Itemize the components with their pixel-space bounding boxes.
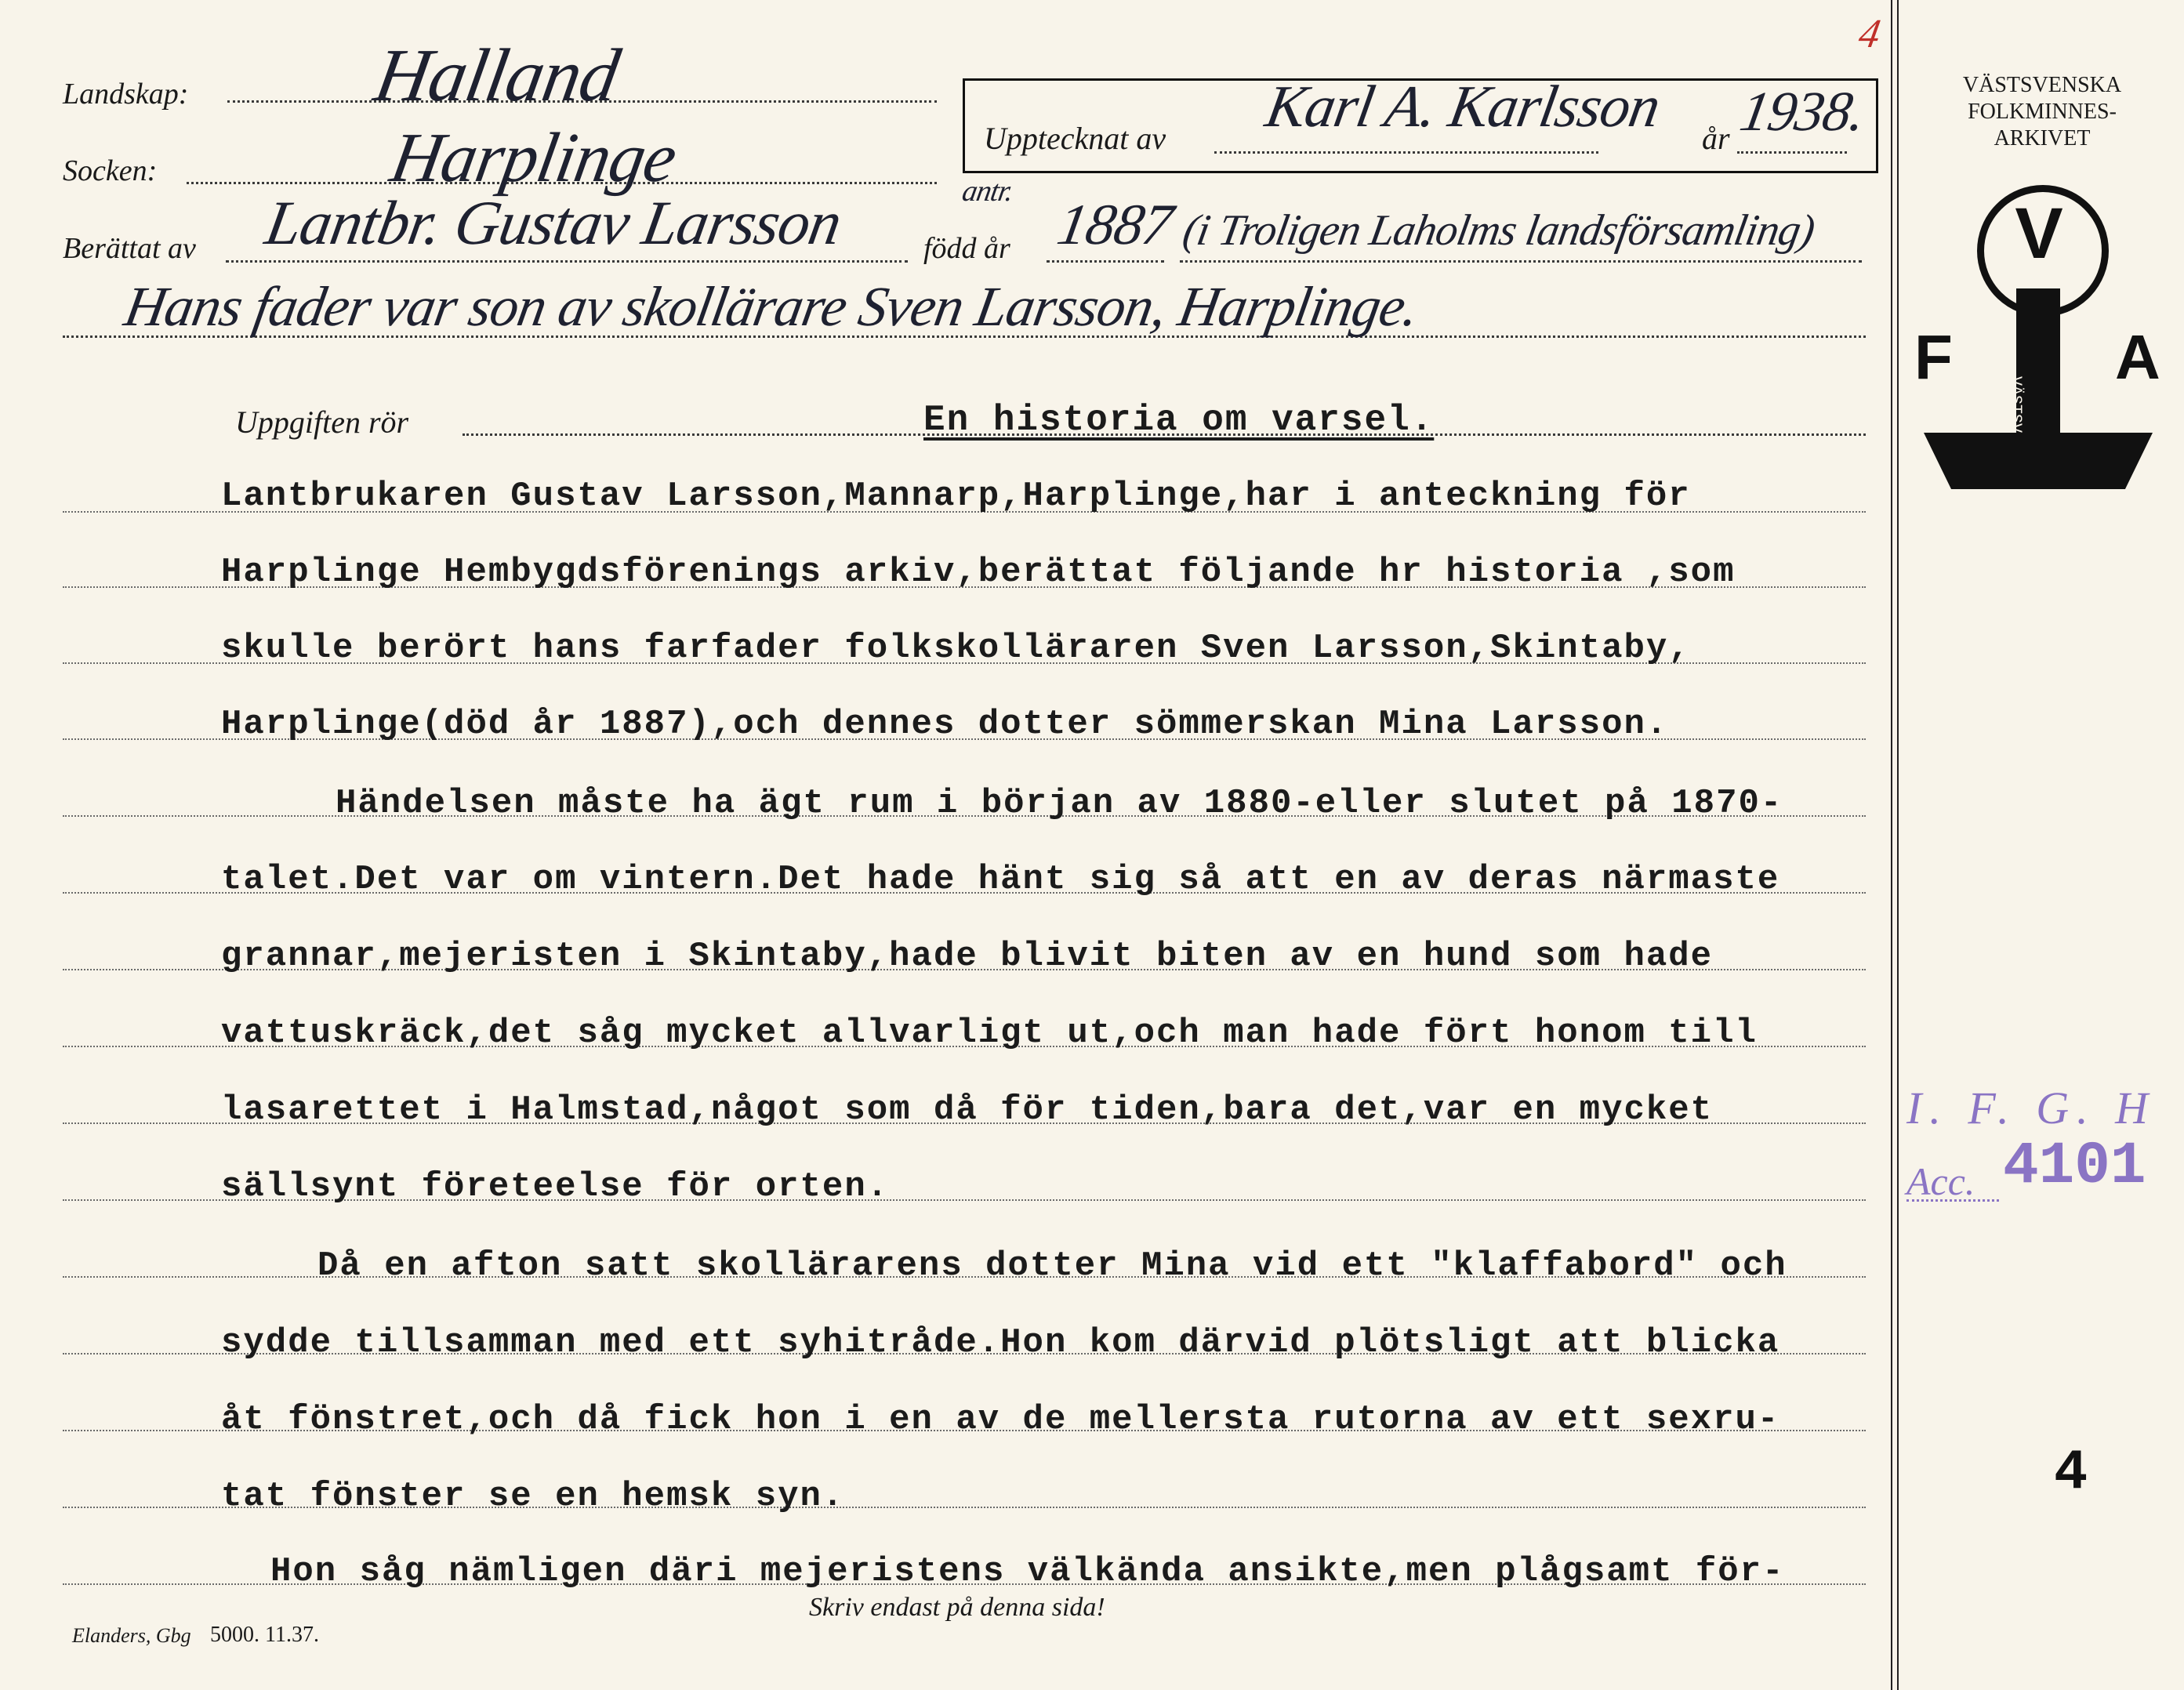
body-line: sydde tillsamman med ett syhitråde.Hon kom därvid plötsligt att blicka xyxy=(221,1323,1780,1362)
birthplace-dots xyxy=(1180,260,1862,263)
body-line: Lantbrukaren Gustav Larsson,Mannarp,Harplinge,har i anteckning för xyxy=(221,477,1691,516)
fodd-label: född år xyxy=(923,232,1010,265)
acc-stamp-number: 4101 xyxy=(2003,1133,2146,1200)
sidebar-divider xyxy=(1897,0,1899,1690)
hammer-head xyxy=(1924,433,2153,489)
body-line: lasarettet i Halmstad,något som då för tiden,bara det,var en mycket xyxy=(221,1090,1714,1130)
acc-stamp-label: Acc. xyxy=(1906,1159,1975,1203)
body-line: grannar,mejeristen i Skintaby,hade blivit biten av en hund som hade xyxy=(221,937,1714,976)
body-line: Harplinge Hembygdsförenings arkiv,berättat följande hr historia ,som xyxy=(221,553,1736,592)
berattat-value: Lantbr. Gustav Larsson xyxy=(260,189,847,258)
archive-name-line3: ARKIVET xyxy=(1994,126,2091,151)
berattat-dots xyxy=(226,260,908,263)
vfa-logo xyxy=(1913,180,2179,494)
footer-instruction: Skriv endast på denna sida! xyxy=(809,1593,1105,1622)
landskap-value: Halland xyxy=(368,33,626,117)
berattat-label: Berättat av xyxy=(63,232,196,265)
uppteckn-dots xyxy=(1214,151,1598,154)
body-line: Händelsen måste ha ägt rum i början av 1880-eller slutet på 1870- xyxy=(336,784,1783,823)
logo-a: A xyxy=(2115,322,2160,392)
body-line: Hon såg nämligen däri mejeristens välkända ansikte,men plågsamt för- xyxy=(270,1552,1785,1591)
subject-label: Uppgiften rör xyxy=(235,404,409,440)
body-line: sällsynt företeelse för orten. xyxy=(221,1167,890,1206)
body-line: skulle berört hans farfader folkskolläraren Sven Larsson,Skintaby, xyxy=(221,629,1691,668)
archive-name xyxy=(1905,72,2179,152)
uppteckn-value: Karl A. Karlsson xyxy=(1261,74,1665,140)
sidebar-divider xyxy=(1891,0,1892,1690)
footer-print-info: 5000. 11.37. xyxy=(210,1623,319,1647)
ar-label: år xyxy=(1702,121,1730,156)
fodd-note: antr. xyxy=(960,175,1016,208)
hammer-inscription: VÄSTSV xyxy=(2006,376,2024,433)
recorder-box xyxy=(963,74,1878,173)
subject-title: En historia om varsel. xyxy=(923,400,1435,441)
acc-stamp-line1: I. F. G. H xyxy=(1906,1083,2157,1133)
fodd-value: 1887 xyxy=(1052,193,1177,257)
page-corner-number: 4 xyxy=(1855,12,1884,56)
body-line: talet.Det var om vintern.Det hade hänt sig så att en av deras närmaste xyxy=(221,860,1780,899)
logo-f: F xyxy=(1914,322,1953,392)
sidebar-page-number: 4 xyxy=(2054,1441,2088,1505)
extra-line: Hans fader var son av skollärare Sven Larsson, Harplinge. xyxy=(120,275,1424,338)
body-line: vattuskräck,det såg mycket allvarligt ut,och man hade fört honom till xyxy=(221,1014,1758,1053)
footer-printer: Elanders, Gbg xyxy=(72,1624,191,1647)
ar-value: 1938. xyxy=(1736,80,1870,143)
uppteckn-label: Upptecknat av xyxy=(984,121,1166,156)
landskap-label: Landskap: xyxy=(63,78,189,111)
logo-v: V xyxy=(2015,194,2063,274)
ar-dots xyxy=(1737,151,1847,154)
socken-value: Harplinge xyxy=(385,119,682,197)
birthplace-value: (i Troligen Laholms landsförsamling) xyxy=(1179,206,1819,255)
archive-name-line2: FOLKMINNES- xyxy=(1968,100,2117,124)
fodd-dots xyxy=(1047,260,1164,263)
socken-label: Socken: xyxy=(63,154,158,187)
body-line: Då en afton satt skollärarens dotter Mina vid ett "klaffabord" och xyxy=(317,1246,1787,1286)
body-line: Harplinge(död år 1887),och dennes dotter sömmerskan Mina Larsson. xyxy=(221,705,1669,744)
body-line: åt fönstret,och då fick hon i en av de mellersta rutorna av ett sexru- xyxy=(221,1400,1780,1439)
archive-name-line1: VÄSTSVENSKA xyxy=(1962,73,2122,97)
acc-stamp-dots xyxy=(1906,1199,1999,1202)
body-line: tat fönster se en hemsk syn. xyxy=(221,1477,845,1516)
